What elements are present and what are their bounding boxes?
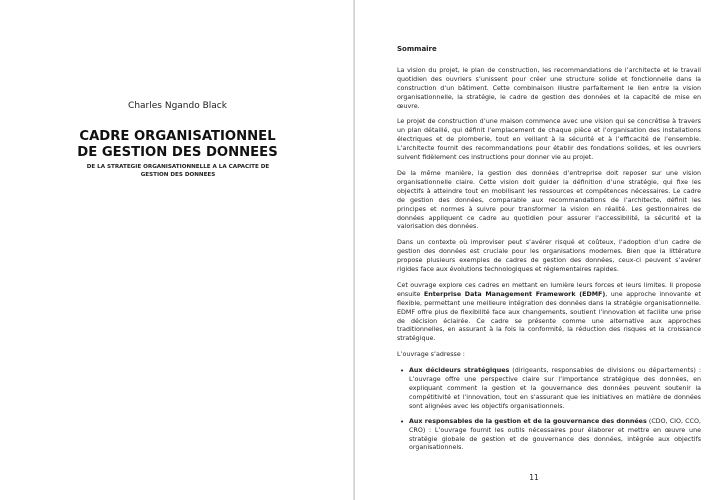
- audience-label: Aux décideurs stratégiques: [409, 367, 510, 375]
- left-page: [0, 0, 355, 500]
- paragraph-construction: Le projet de construction d’une maison commence avec une vision qui se concrétise à travers un plan détaillé, qui définit l’emplacement de chaque pièce et l’organisation des installations électriques et de plomberie, tout en veillant à la sécurité et à l’efficacité de l’ensemble. L’architecte fournit des recommandations pour établir des fondations solides, et les ouvriers suivent fidèlement ces instructions pour donner vie au projet.: [397, 118, 701, 162]
- list-item: [400, 367, 701, 412]
- edmf-name: Enterprise Data Management Framework (EDMF): [423, 290, 606, 298]
- bullet-icon: •: [400, 417, 405, 426]
- audience-text: (dirigeants, responsables de divisions ou départements) : L’ouvrage offre une perspective claire sur l’importance stratégique des données, en expliquant comment la gestion et la gouvernance des données peuvent soutenir la compétitivité et l’innovation, tout en s’assurant que les initiatives en matière de données sont alignées avec les objectifs organisationnels.: [409, 367, 701, 410]
- paragraph-edmf: [397, 282, 701, 344]
- paragraph-context: Dans un contexte où improviser peut s’avérer risqué et coûteux, l’adoption d’un cadre de gestion des données est cruciale pour les organisations modernes. Bien que la littérature propose plusieurs exemples de cadres de gestion des données, ceux-ci peuvent s’avérer rigides face aux évolutions technologiques et réglementaires rapides.: [397, 239, 701, 274]
- audience-list: [397, 367, 701, 453]
- section-title: Sommaire: [397, 45, 437, 53]
- edmf-text-before: Cet ouvrage explore ces cadres en mettant en lumière leurs forces et leurs limites. Il propose ensuite: [397, 281, 701, 298]
- bullet-icon: •: [400, 367, 405, 376]
- edmf-text-after: , une approche innovante et flexible, permettant une meilleure intégration des données dans la stratégie organisationnelle. EDMF offre plus de flexibilité face aux changements, soutient l’innovation et facilite une prise de décision éclairée. Ce cadre se présente comme une alternative aux approches traditionnelles, en assurant à la fois la conformité, la réduction des risques et la croissance stratégique.: [397, 290, 702, 343]
- right-page: [355, 0, 713, 500]
- paragraph-data-management: De la même manière, la gestion des données d’entreprise doit reposer sur une vision organisationnelle claire. Cette vision doit guider la définition d’une stratégie, qui fixe les objectifs à atteindre tout en mobilisant les ressources et compétences nécessaires. Le cadre de gestion des données, comparable aux recommandations de l’architecte, définit les principes et normes à suivre pour transformer la vision en réalité. Les gestionnaires de données appliquent ce cadre au quotidien pour assurer l’accessibilité, la sécurité et la valorisation des données.: [397, 169, 701, 231]
- list-item: [400, 417, 702, 454]
- audience-text: (CDO, CIO, CCO, CRO) : L’ouvrage fournit les outils nécessaires pour élaborer et mettre en œuvre une stratégie globale de gestion et de gouvernance des données, intégrée aux objectifs organisationnels.: [409, 417, 702, 452]
- author-name: Charles Ngando Black: [128, 101, 227, 111]
- audience-label: Aux responsables de la gestion et de la gouvernance des données: [409, 417, 647, 425]
- page-number: 11: [529, 473, 539, 482]
- summary-content: [397, 45, 701, 459]
- audience-intro: L’ouvrage s’adresse :: [397, 351, 465, 359]
- paragraph-vision: La vision du projet, le plan de construction, les recommandations de l’architecte et le travail quotidien des ouvriers s’unissent pour créer une structure solide et fonctionnelle dans la construction d’un bâtiment. Cette combinaison illustre parfaitement le lien entre la vision organisationnelle, la stratégie, le cadre de gestion des données et la capacité de mise en œuvre.: [397, 66, 701, 110]
- book-subtitle: DE LA STRATEGIE ORGANISATIONNELLE A LA CAPACITE DE GESTION DES DONNEES: [86, 164, 270, 178]
- book-title: CADRE ORGANISATIONNEL DE GESTION DES DONNEES: [77, 129, 278, 160]
